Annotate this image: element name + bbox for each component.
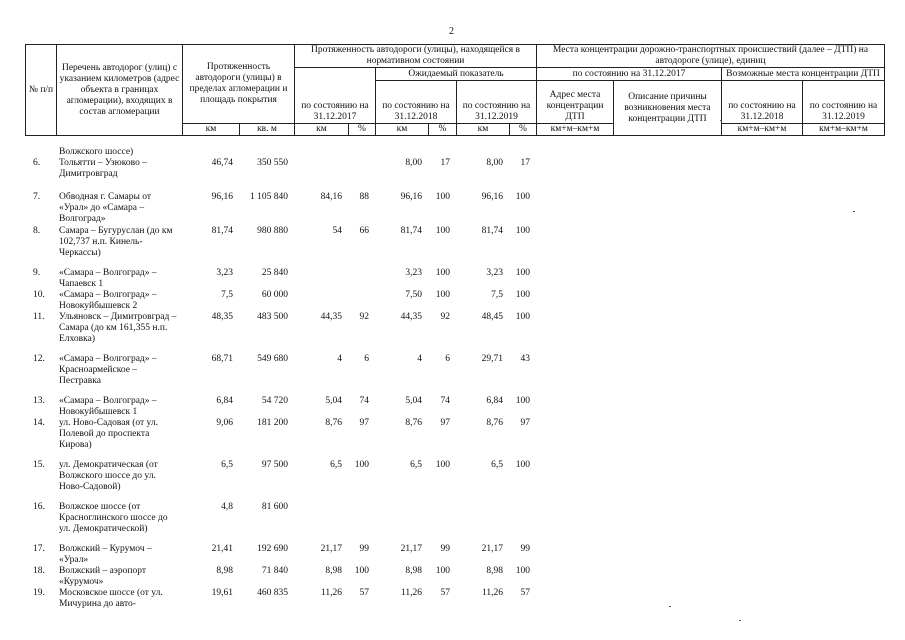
table-row xyxy=(25,460,536,502)
area-sqm: 1 105 840 xyxy=(250,192,288,202)
row-number: 13. xyxy=(33,396,45,406)
area-sqm: 60 000 xyxy=(261,290,288,300)
norm-2017-pct: 88 xyxy=(359,192,369,202)
norm-2017-km: 8,76 xyxy=(325,418,342,428)
area-sqm: 71 840 xyxy=(261,566,288,576)
norm-2018-pct: 6 xyxy=(445,354,450,364)
norm-2017-pct xyxy=(348,158,375,192)
norm-2019-pct: 100 xyxy=(515,460,530,470)
area-sqm: 54 720 xyxy=(261,396,288,406)
row-number: 6. xyxy=(33,158,41,168)
norm-2018-pct: 92 xyxy=(440,312,450,322)
header-accidents: Места концентрации дорожно-транспортных происшествий (далее – ДТП) на автодороге (улице), единиц xyxy=(537,45,885,68)
unit-km: км xyxy=(376,124,429,136)
header-address: Адрес места концентрации ДТП xyxy=(537,81,614,124)
length-km: 6,5 xyxy=(221,460,233,470)
row-number: 7. xyxy=(33,192,41,202)
norm-2017-km: 11,26 xyxy=(320,588,342,598)
norm-2018-km: 96,16 xyxy=(400,192,422,202)
norm-2019-km: 8,76 xyxy=(486,418,503,428)
length-km: 8,98 xyxy=(216,566,233,576)
road-name: ул. Ново-Садовая (от ул. Полевой до проспекта Кирова) xyxy=(59,418,158,450)
table-row xyxy=(25,544,536,566)
norm-2017-pct xyxy=(348,502,375,544)
row-number: 18. xyxy=(33,566,45,576)
unit-kmm: км+м–км+м xyxy=(803,124,885,136)
norm-2019-km: 21,17 xyxy=(481,544,503,554)
norm-2017-km: 4 xyxy=(337,354,342,364)
norm-2019-pct: 17 xyxy=(520,158,530,168)
length-km: 6,84 xyxy=(216,396,233,406)
header-road-list: Перечень автодорог (улиц) с указанием километров (адрес объекта в границах агломерации), входящих в состав агломерации xyxy=(57,45,183,136)
header-possible: Возможные места концентрации ДТП xyxy=(722,68,885,81)
norm-2018-pct: 100 xyxy=(435,268,450,278)
unit-pct: % xyxy=(510,124,537,136)
table-row xyxy=(25,418,536,460)
norm-2019-pct: 100 xyxy=(515,268,530,278)
length-km: 3,23 xyxy=(216,268,233,278)
table-row xyxy=(25,312,536,354)
unit-pct: % xyxy=(349,124,376,136)
norm-2019-km: 3,23 xyxy=(486,268,503,278)
road-name: Волжский – Курумоч – «Урал» xyxy=(59,544,152,565)
unit-sqm: кв. м xyxy=(240,124,295,136)
norm-2019-km: 48,45 xyxy=(481,312,503,322)
norm-2019-km xyxy=(456,502,509,544)
norm-2017-km: 21,17 xyxy=(320,544,342,554)
norm-2019-pct: 100 xyxy=(515,226,530,236)
area-sqm: 181 200 xyxy=(257,418,288,428)
road-name: Ульяновск – Димитровград – Самара (до км 161,355 н.п. Елховка) xyxy=(59,312,177,344)
unit-kmm: км+м–км+м xyxy=(537,124,614,136)
norm-2018-km: 21,17 xyxy=(400,544,422,554)
area-sqm: 549 680 xyxy=(257,354,288,364)
norm-2017-km xyxy=(294,290,348,312)
norm-2017-pct: 6 xyxy=(364,354,369,364)
length-km: 81,74 xyxy=(211,226,233,236)
norm-2018-pct: 97 xyxy=(440,418,450,428)
norm-2018-km: 11,26 xyxy=(400,588,422,598)
area-sqm: 81 600 xyxy=(261,502,288,512)
length-km: 9,06 xyxy=(216,418,233,428)
norm-2017-pct: 97 xyxy=(359,418,369,428)
scan-speck xyxy=(853,211,855,212)
norm-2017-pct: 92 xyxy=(359,312,369,322)
norm-2018-pct: 17 xyxy=(440,158,450,168)
header-poss-2018: по состоянию на 31.12.2018 xyxy=(722,81,803,124)
norm-2018-pct: 99 xyxy=(440,544,450,554)
road-name: «Самара – Волгоград» – Новокуйбышевск 1 xyxy=(59,396,157,417)
norm-2019-km: 6,5 xyxy=(491,460,503,470)
header-norm-2018: по состоянию на 31.12.2018 xyxy=(376,81,457,124)
road-name: Самара – Бугуруслан (до км 102,737 н.п. Кинель-Черкассы) xyxy=(59,226,173,258)
continuation-text: Волжского шоссе) xyxy=(59,147,134,157)
norm-2019-pct: 100 xyxy=(515,312,530,322)
norm-2019-km: 11,26 xyxy=(481,588,503,598)
norm-2019-km: 8,00 xyxy=(486,158,503,168)
row-number: 10. xyxy=(33,290,45,300)
header-norm-2019: по состоянию на 31.12.2019 xyxy=(457,81,537,124)
row-number: 15. xyxy=(33,460,45,470)
length-km: 48,35 xyxy=(211,312,233,322)
norm-2018-pct: 74 xyxy=(440,396,450,406)
norm-2017-pct: 99 xyxy=(359,544,369,554)
norm-2017-pct: 100 xyxy=(354,460,369,470)
norm-2018-km xyxy=(375,502,428,544)
norm-2018-km: 8,76 xyxy=(405,418,422,428)
norm-2017-pct: 66 xyxy=(359,226,369,236)
road-name: «Самара – Волгоград» – Новокуйбышевск 2 xyxy=(59,290,157,311)
header-length: Протяженность автодороги (улицы) в пределах агломерации и площадь покрытия xyxy=(183,45,295,124)
norm-2018-pct xyxy=(428,502,456,544)
header-num: № п/п xyxy=(26,45,57,136)
row-number: 17. xyxy=(33,544,45,554)
norm-2017-km xyxy=(294,158,348,192)
table-row xyxy=(25,396,536,418)
norm-2017-pct: 74 xyxy=(359,396,369,406)
header-description: Описание причины возникновения места концентрации ДТП xyxy=(614,81,722,136)
norm-2018-km: 3,23 xyxy=(405,268,422,278)
table-body xyxy=(25,147,536,620)
norm-2019-pct: 99 xyxy=(520,544,530,554)
norm-2018-km: 5,04 xyxy=(405,396,422,406)
table-row xyxy=(25,290,536,312)
norm-2018-km: 8,00 xyxy=(405,158,422,168)
unit-km: км xyxy=(457,124,510,136)
page-number: 2 xyxy=(449,26,454,37)
table-row xyxy=(25,566,536,588)
norm-2018-pct: 100 xyxy=(435,460,450,470)
norm-2019-pct: 100 xyxy=(515,192,530,202)
header-as-of-2017: по состоянию на 31.12.2017 xyxy=(537,68,722,81)
scan-speck xyxy=(669,606,671,607)
norm-2019-pct xyxy=(509,502,536,544)
area-sqm: 97 500 xyxy=(261,460,288,470)
norm-2019-km: 96,16 xyxy=(481,192,503,202)
row-number: 11. xyxy=(33,312,45,322)
length-km: 19,61 xyxy=(211,588,233,598)
norm-2017-km: 44,35 xyxy=(320,312,342,322)
row-number: 9. xyxy=(33,268,41,278)
header-expected: Ожидаемый показатель xyxy=(376,68,537,81)
norm-2019-km: 81,74 xyxy=(481,226,503,236)
norm-2019-pct: 57 xyxy=(520,588,530,598)
norm-2019-km: 29,71 xyxy=(481,354,503,364)
norm-2018-pct: 100 xyxy=(435,192,450,202)
norm-2017-km: 6,5 xyxy=(330,460,342,470)
norm-2018-pct: 100 xyxy=(435,226,450,236)
norm-2017-pct: 100 xyxy=(354,566,369,576)
norm-2018-pct: 57 xyxy=(440,588,450,598)
area-sqm: 192 690 xyxy=(257,544,288,554)
unit-km: км xyxy=(183,124,240,136)
norm-2017-pct xyxy=(348,268,375,290)
road-name: «Самара – Волгоград» – Чапаевск 1 xyxy=(59,268,157,289)
norm-2019-km: 7,5 xyxy=(491,290,503,300)
table-row xyxy=(25,502,536,544)
norm-2017-pct: 57 xyxy=(359,588,369,598)
area-sqm: 25 840 xyxy=(261,268,288,278)
table-row xyxy=(25,226,536,268)
norm-2019-pct: 43 xyxy=(520,354,530,364)
norm-2019-km: 6,84 xyxy=(486,396,503,406)
road-name: «Самара – Волгоград» – Красноармейское – Пестравка xyxy=(59,354,157,386)
unit-kmm: км+м–км+м xyxy=(722,124,803,136)
norm-2018-km: 6,5 xyxy=(410,460,422,470)
norm-2019-km: 8,98 xyxy=(486,566,503,576)
norm-2019-pct: 100 xyxy=(515,396,530,406)
norm-2017-pct xyxy=(348,290,375,312)
unit-pct: % xyxy=(429,124,457,136)
area-sqm: 980 880 xyxy=(257,226,288,236)
area-sqm: 460 835 xyxy=(257,588,288,598)
norm-2018-km: 7,50 xyxy=(405,290,422,300)
scan-speck xyxy=(720,120,722,121)
area-sqm: 483 500 xyxy=(257,312,288,322)
norm-2018-km: 81,74 xyxy=(400,226,422,236)
length-km: 96,16 xyxy=(211,192,233,202)
table-row xyxy=(25,588,536,620)
row-number: 16. xyxy=(33,502,45,512)
table-header xyxy=(25,44,885,136)
norm-2018-pct: 100 xyxy=(435,290,450,300)
norm-2017-km: 8,98 xyxy=(325,566,342,576)
header-poss-2019: по состоянию на 31.12.2019 xyxy=(803,81,885,124)
norm-2017-km: 5,04 xyxy=(325,396,342,406)
road-name: ул. Демократическая (от Волжского шоссе до ул. Ново-Садовой) xyxy=(59,460,158,492)
road-name: Волжский – аэропорт «Курумоч» xyxy=(59,566,146,587)
table-row xyxy=(25,192,536,226)
length-km: 68,71 xyxy=(211,354,233,364)
table-row xyxy=(25,354,536,396)
continuation-row xyxy=(25,147,536,158)
norm-2017-km xyxy=(294,268,348,290)
length-km: 7,5 xyxy=(221,290,233,300)
area-sqm: 350 550 xyxy=(257,158,288,168)
norm-2019-pct: 100 xyxy=(515,566,530,576)
length-km: 21,41 xyxy=(211,544,233,554)
norm-2018-pct: 100 xyxy=(435,566,450,576)
row-number: 12. xyxy=(33,354,45,364)
road-name: Обводная г. Самары от «Урал» до «Самара – Волгоград» xyxy=(59,192,152,224)
norm-2018-km: 44,35 xyxy=(400,312,422,322)
norm-2018-km: 4 xyxy=(417,354,422,364)
table-row xyxy=(25,158,536,192)
norm-2017-km: 54 xyxy=(332,226,342,236)
row-number: 19. xyxy=(33,588,45,598)
norm-2018-km: 8,98 xyxy=(405,566,422,576)
road-name: Волжское шоссе (от Красноглинского шоссе до ул. Демократической) xyxy=(59,502,168,534)
length-km: 4,8 xyxy=(221,502,233,512)
row-number: 8. xyxy=(33,226,41,236)
norm-2017-km: 84,16 xyxy=(320,192,342,202)
scan-speck xyxy=(739,620,741,621)
unit-km: км xyxy=(295,124,349,136)
row-number: 14. xyxy=(33,418,45,428)
road-name: Московское шоссе (от ул. Мичурина до авто- xyxy=(59,588,163,609)
norm-2019-pct: 100 xyxy=(515,290,530,300)
header-norm-2017: по состоянию на 31.12.2017 xyxy=(295,68,376,124)
table-row xyxy=(25,268,536,290)
norm-2017-km xyxy=(294,502,348,544)
length-km: 46,74 xyxy=(211,158,233,168)
road-name: Тольятти – Узюково – Димитровград xyxy=(59,158,147,179)
header-normative: Протяженность автодороги (улицы), находящейся в нормативном состоянии xyxy=(295,45,537,68)
norm-2019-pct: 97 xyxy=(520,418,530,428)
